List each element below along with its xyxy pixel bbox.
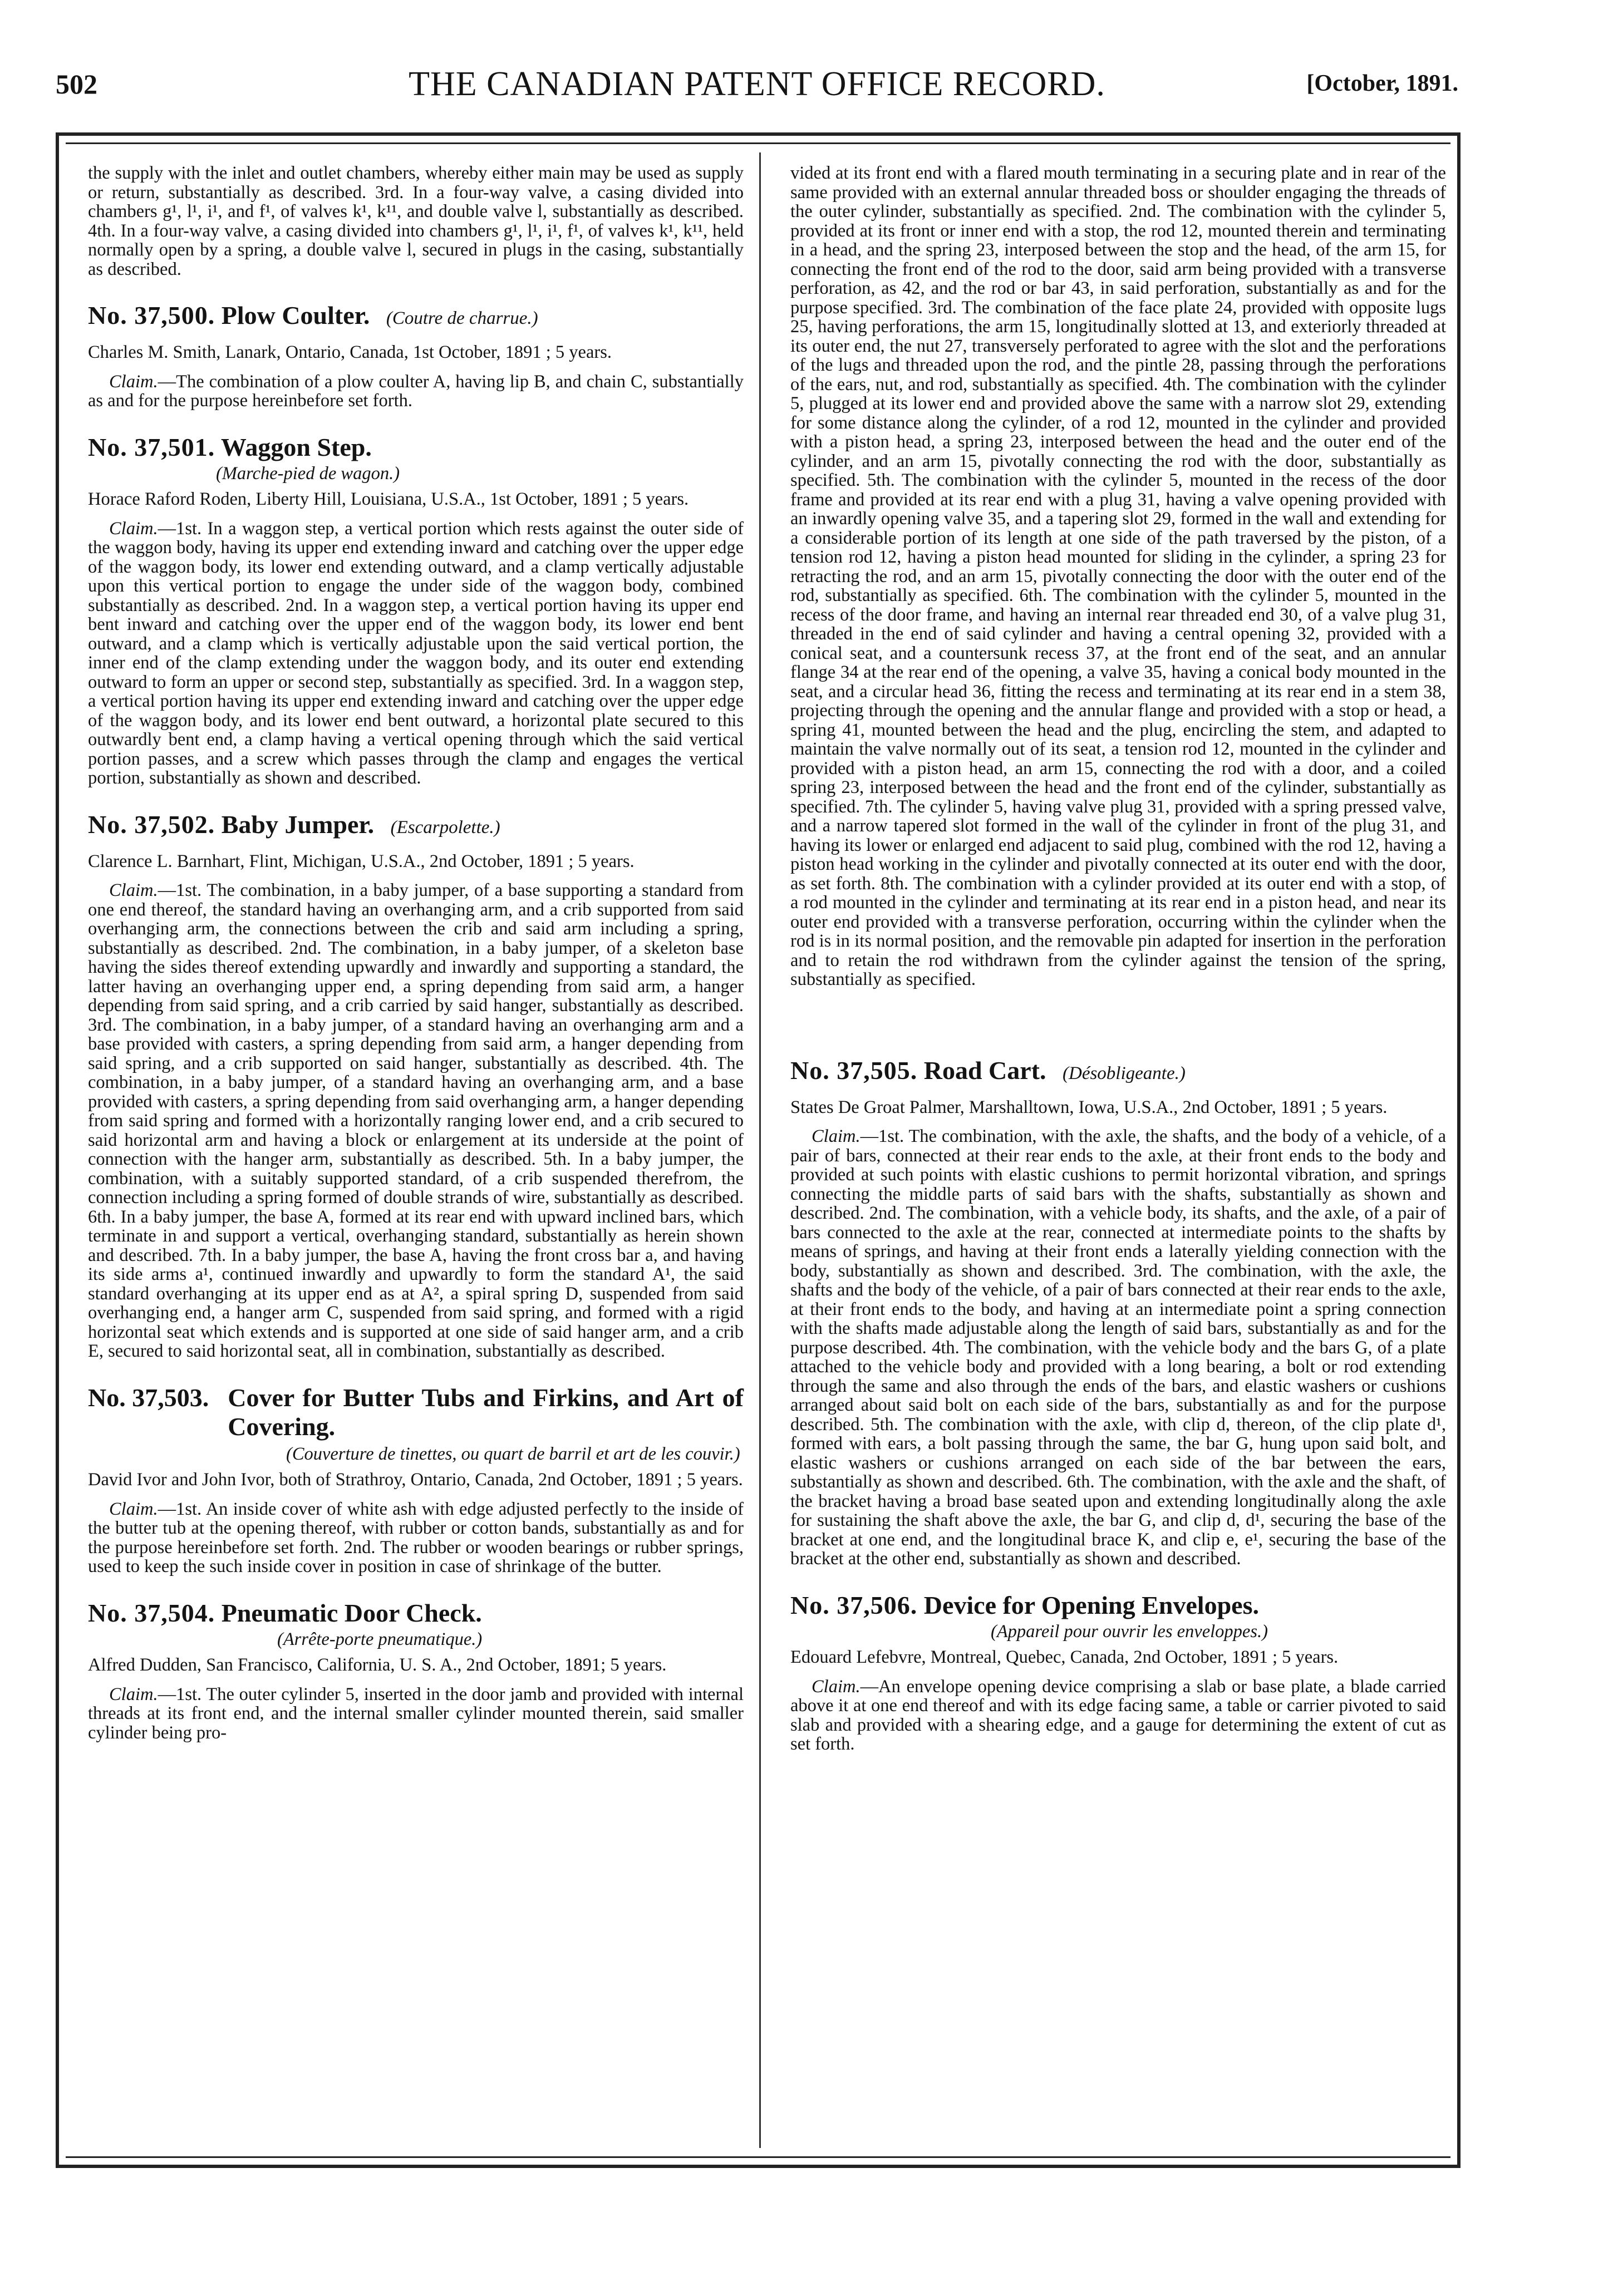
left-column (88, 164, 744, 1745)
claim-body: —1st. In a waggon step, a vertical portion which rests against the outer side of the waggon body, having its upper end extending inward and catching over the upper edge of the waggon body, its lower end extending outward, and a clamp vertically adjustable upon this vertical portion to engage the under side of the waggon body, combined substantially as described. 2nd. In a waggon step, a vertical portion having its upper end bent inward and catching over the upper end of the waggon body, its lower end bent outward, and a clamp which is vertically adjustable upon the said vertical portion, the inner end of the clamp extending under the waggon body, and its outer end extending outward to form an upper or second step, substantially as specified. 3rd. In a waggon step, a vertical portion having its upper end extending inward and catching over the upper edge of the waggon body, and its lower end bent outward, a horizontal plate secured to this outwardly bent end, a clamp having a vertical opening through which the said vertical portion passes, and a screw which passes through the clamp and engages the vertical portion, substantially as shown and described. (88, 518, 744, 788)
french-title: (Couverture de tinettes, ou quart de barril et art de les couvir.) (286, 1443, 740, 1464)
patent-heading-37500 (88, 301, 744, 333)
inventor-line: David Ivor and John Ivor, both of Strathroy, Ontario, Canada, 2nd October, 1891 ; 5 years. (88, 1470, 743, 1490)
french-title: (Appareil pour ouvrir les enveloppes.) (991, 1621, 1268, 1642)
inventor-line: Clarence L. Barnhart, Flint, Michigan, U.S.A., 2nd October, 1891 ; 5 years. (88, 851, 635, 871)
patent-heading-37503 (88, 1383, 744, 1441)
inventor-line: Horace Raford Roden, Liberty Hill, Louisiana, U.S.A., 1st October, 1891 ; 5 years. (88, 489, 689, 509)
french-title: (Désobligeante.) (1063, 1063, 1186, 1083)
patent-number: No. 37,506. (790, 1590, 918, 1619)
patent-title: Device for Opening Envelopes. (923, 1590, 1259, 1619)
patent-number: No. 37,505. (790, 1056, 918, 1085)
patent-heading-37505 (790, 1056, 1446, 1088)
claim-body: —The combination of a plow coulter A, having lip B, and chain C, substantially as and for the purpose hereinbefore set forth. (88, 371, 744, 411)
continued-claims: the supply with the inlet and outlet chambers, whereby either main may be used as supply or return, substantially as described. 3rd. In a four-way valve, a casing divided into chambers g¹, l¹, i¹, and f¹, of valves k¹, k¹¹, and double valve l, substantially as described. 4th. In a four-way valve, a casing divided into chambers g¹, l¹, i¹, f¹, of valves k¹, k¹¹, held normally open by a spring, a double valve l, secured in plugs in the casing, substantially as described. (88, 163, 744, 279)
french-title: (Coutre de charrue.) (386, 308, 538, 328)
patent-title: Cover for Butter Tubs and Firkins, and Art of Covering. (228, 1383, 744, 1441)
claim-label: Claim. (109, 880, 158, 900)
claim-body: —1st. The outer cylinder 5, inserted in the door jamb and provided with internal threads at its front end, and the internal smaller cylinder mounted therein, said smaller cylinder being pro- (88, 1684, 744, 1743)
patent-title: Road Cart. (923, 1056, 1046, 1085)
journal-title: THE CANADIAN PATENT OFFICE RECORD. (409, 65, 1105, 103)
patent-number: No. 37,502. (88, 810, 215, 839)
french-title: (Arrête-porte pneumatique.) (277, 1629, 483, 1649)
patent-title: Pneumatic Door Check. (221, 1598, 482, 1627)
claim-label: Claim. (109, 518, 158, 539)
claim-text (88, 881, 744, 1361)
inventor-line: Alfred Dudden, San Francisco, California, U. S. A., 2nd October, 1891; 5 years. (88, 1655, 667, 1675)
patent-number: No. 37,500. (88, 301, 215, 329)
column-divider (759, 152, 761, 2148)
right-column (790, 164, 1446, 1756)
claim-label: Claim. (109, 1499, 158, 1519)
claim-label: Claim. (812, 1126, 860, 1146)
claim-text (88, 372, 744, 411)
claim-body: —1st. The combination, in a baby jumper, of a base supporting a standard from one end thereof, the standard having an overhanging arm, and a crib supported from said overhanging arm, the connections between the crib and said arm including a spring, substantially as described. 2nd. The combination, in a baby jumper, of a skeleton base having the sides thereof extending upwardly and inwardly and supporting a standard, the latter having an overhanging upper end, a spring depending from said arm, a hanger depending from said spring, and a crib carried by said hanger, substantially as described. 3rd. The combination, in a baby jumper, of a standard having an overhanging arm and a base provided with casters, a spring depending from said arm, a hanger depending from said spring, and a crib supported on said hanger, substantially as described. 4th. The combination, in a baby jumper, of a standard having an overhanging arm, and a base provided with casters, a spring depending from said overhanging arm, a hanger depending from said spring and formed with a horizontally ranging lower end, and a crib secured to said horizontal arm and having a block or enlargement at its underside at the point of connection with the hanger arm, substantially as described. 5th. In a baby jumper, the combination, with a suitably supported standard, of a crib suspended therefrom, the connection including a spring formed of double strands of wire, substantially as described. 6th. In a baby jumper, the base A, formed at its rear end with upward inclined bars, which terminate in and support a vertical, overhanging standard, substantially as herein shown and described. 7th. In a baby jumper, the base A, having the front cross bar a, and having its side arms a¹, continued inwardly and upwardly to form the standard A¹, the said standard overhanging at its upper end as at A², a spiral spring D, suspended from said overhanging end, a hanger arm C, suspended from said spring, and formed with a rigid horizontal seat which extends and is supported at one side of said hanger arm, and a crib E, secured to said horizontal seat, all in combination, substantially as described. (88, 880, 744, 1361)
page-header (56, 65, 1458, 119)
patent-number: No. 37,504. (88, 1598, 215, 1627)
french-title: (Marche-pied de wagon.) (216, 463, 400, 484)
patent-title: Waggon Step. (220, 432, 372, 461)
claim-label: Claim. (812, 1676, 860, 1697)
patent-heading-37502 (88, 810, 744, 842)
patent-heading-37501 (88, 433, 744, 462)
claim-label: Claim. (109, 1684, 158, 1704)
patent-heading-37506 (790, 1591, 1446, 1620)
claim-text (790, 1677, 1446, 1754)
patent-title: Baby Jumper. (221, 810, 375, 839)
claim-body: —An envelope opening device comprising a slab or base plate, a blade carried above it at one end thereof and with its edge facing same, a table or carrier pivoted to said slab and provided with a shearing edge, and a gauge for determining the extent of cut as set forth. (790, 1676, 1446, 1754)
page-number: 502 (56, 68, 97, 100)
claim-text (88, 1685, 744, 1743)
claim-body: —1st. An inside cover of white ash with edge adjusted perfectly to the inside of the butter tub at the opening thereof, with rubber or cotton bands, substantially as and for the purpose hereinbefore set forth. 2nd. The rubber or wooden bearings or rubber springs, used to keep the such inside cover in position in case of shrinkage of the butter. (88, 1499, 744, 1576)
french-title: (Escarpolette.) (390, 817, 500, 837)
claim-text (790, 1127, 1446, 1569)
continued-claims: vided at its front end with a flared mouth terminating in a securing plate and in rear of the same provided with an external annular threaded boss or shoulder engaging the threads of the outer cylinder, substantially as specified. 2nd. The combination with the cylinder 5, provided at its front or inner end with a stop, the rod 12, mounted therein and terminating in a head, and the spring 23, interposed between the stop and the head, of the arm 15, for connecting the front end of the rod to the door, said arm being provided with a transverse perforation, as 42, and the rod or bar 43, in said perforation, substantially as and for the purpose specified. 3rd. The combination of the face plate 24, provided with opposite lugs 25, having perforations, the arm 15, longitudinally slotted at 13, and exteriorly threaded at its outer end, the nut 27, transversely perforated to agree with the slot and the perforations of the lugs and threaded upon the rod, and the pintle 28, passing through the perforations of the ears, nut, and rod, substantially as specified. 4th. The combination with the cylinder 5, plugged at its lower end and provided above the same with a narrow slot 29, extending for some distance along the cylinder, of a rod 12, mounted in the cylinder and provided with a piston head, a spring 23, interposed between the head and the outer end of the cylinder, and an arm 15, pivotally connecting the rod with the door, substantially as specified. 5th. The combination with the cylinder 5, mounted in the recess of the door frame and provided at its rear end with a plug 31, having a valve opening provided with an inwardly opening valve 35, and a tapering slot 29, formed in the wall and extending for a considerable portion of its length at one side of the path traversed by the piston, of a tension rod 12, having a piston head mounted for sliding in the cylinder, a spring 23 for retracting the rod, and an arm 15, pivotally connecting the door with the outer end of the rod, substantially as specified. 6th. The combination with the cylinder 5, mounted in the recess of the door frame, and having an internal rear threaded end 30, of a valve plug 31, threaded in the end of said cylinder and having a central opening 32, provided with a conical seat, and a countersunk recess 37, at the front end of the seat, and an annular flange 34 at the rear end of the opening, a valve 35, having a conical body mounted in the seat, and a circular head 36, fitting the recess and terminating at its rear end in a stem 38, projecting through the opening and the annular flange and provided with a stop or head, a spring 41, mounted between the head and the plug, encircling the stem, and adapted to maintain the valve normally out of its seat, a tension rod 12, mounted in the cylinder and provided with a piston head, an arm 15, connecting the rod with a door, and a coiled spring 23, interposed between the head and the front end of the cylinder, substantially as specified. 7th. The cylinder 5, having valve plug 31, provided with a spring pressed valve, and a narrow tapered slot formed in the wall of the cylinder in front of the plug 31, and having its lower or enlarged end adjacent to said plug, combined with the rod 12, having a piston head working in the cylinder and pivotally connected at its outer end with the door, as set forth. 8th. The combination with a cylinder provided at its outer end with a stop, of a rod mounted in the cylinder and terminating at its rear end in a piston head, and near its outer end provided with a transverse perforation, occurring within the cylinder when the rod is in its normal position, and the removable pin adapted for insertion in the perforation and to retain the rod withdrawn from the cylinder against the tension of the spring, substantially as specified. (790, 163, 1446, 989)
inventor-line: States De Groat Palmer, Marshalltown, Iowa, U.S.A., 2nd October, 1891 ; 5 years. (790, 1097, 1388, 1117)
patent-number: No. 37,501. (88, 432, 215, 461)
claim-label: Claim. (109, 371, 158, 392)
claim-text (88, 519, 744, 788)
patent-heading-37504 (88, 1599, 744, 1628)
page-frame (56, 132, 1461, 2168)
patent-number: No. 37,503. (88, 1383, 209, 1412)
inventor-line: Charles M. Smith, Lanark, Ontario, Canada, 1st October, 1891 ; 5 years. (88, 342, 612, 362)
claim-text (88, 1500, 744, 1576)
issue-date: [October, 1891. (1306, 71, 1458, 96)
claim-body: —1st. The combination, with the axle, the shafts, and the body of a vehicle, of a pair of bars, connected at their rear ends to the axle, at their front ends to the body and provided at such points with elastic cushions to permit horizontal vibration, and springs connecting the middle parts of said bars with the shafts, substantially as shown and described. 2nd. The combination, with a vehicle body, its shafts, and the axle, of a pair of bars connected to the axle at the rear, connected at intermediate points to the shafts by means of springs, and having at their front ends a laterally yielding connection with the body, substantially as shown and described. 3rd. The combination, with the axle, the shafts and the body of the vehicle, of a pair of bars connected at their rear ends to the axle, at their front ends to the body, and having at an intermediate point a spring connection with the shafts made adjustable along the length of said bars, substantially as and for the purpose described. 4th. The combination, with the vehicle body and the bars G, of a plate attached to the vehicle body and provided with a long bearing, a bolt or rod extending through the same and also through the ends of the bars, and elastic washers or cushions arranged about said bolt on each side of the bars, substantially as and for the purpose described. 5th. The combination with the axle, with clip d, thereon, of the clip plate d¹, formed with ears, a bolt passing through the same, the bar G, hung upon said bolt, and elastic washers or cushions arranged on each side of the bar between the ears, substantially as shown and described. 6th. The combination, with the axle and the shaft, of the bracket having a broad base seated upon and extending longitudinally along the axle for sustaining the shaft above the axle, the bar G, and clip d, d¹, securing the base of the bracket at one end, and the longitudinal brace K, and clip e, e¹, securing the base of the bracket at the other end, substantially as shown and described. (790, 1126, 1446, 1569)
patent-title: Plow Coulter. (221, 301, 370, 329)
inventor-line: Edouard Lefebvre, Montreal, Quebec, Canada, 2nd October, 1891 ; 5 years. (790, 1647, 1339, 1667)
